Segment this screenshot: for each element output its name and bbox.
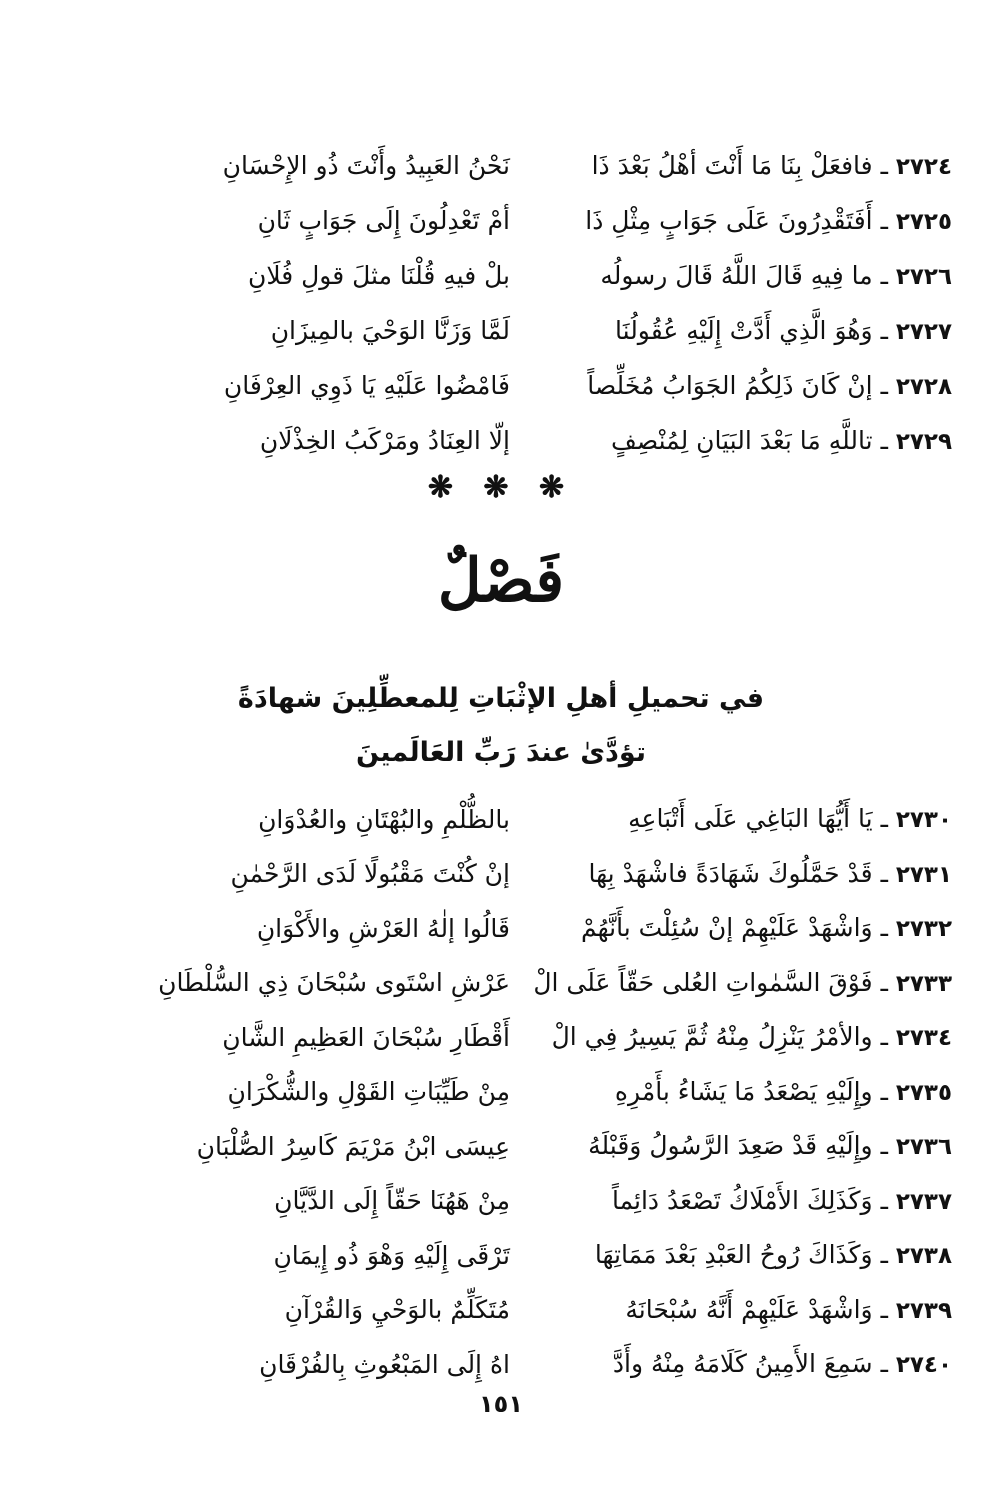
first-hemistich: ٢٧٣٩ ـ وَاشْهَدْ عَلَيْهِمْ أَنَّهُ سُبْحَانَهُ: [625, 1294, 952, 1324]
verse: [70, 1228, 952, 1283]
second-hemistich: مِنْ طَيِّبَاتِ القَوْلِ والشُّكْرَانِ: [227, 1077, 510, 1107]
second-hemistich: بلْ فيهِ قُلْنَا مثلَ قولِ فُلَانِ: [247, 261, 510, 290]
second-hemistich: عِيسَى ابْنُ مَرْيَمَ كَاسِرُ الصُّلْبَانِ: [196, 1131, 510, 1161]
first-hemistich-text: وَاشْهَدْ عَلَيْهِمْ أَنَّهُ سُبْحَانَهُ: [625, 1294, 873, 1324]
second-hemistich: اهُ إِلَى المَبْعُوثِ بِالفُرْقَانِ: [259, 1349, 510, 1379]
second-hemistich: نَحْنُ العَبِيدُ وأَنْتَ ذُو الإِحْسَانِ: [222, 151, 510, 180]
verse: [70, 1065, 952, 1120]
first-hemistich: ٢٧٣٦ ـ وإِلَيْهِ قَدْ صَعِدَ الرَّسُولُ وَقَبْلَهُ: [588, 1131, 952, 1161]
verse: [70, 138, 952, 193]
second-hemistich: مُتَكَلِّمٌ بالوَحْيِ وَالقُرْآنِ: [284, 1295, 510, 1325]
verse-number: ٢٧٣٦: [895, 1134, 952, 1161]
verse-number: ٢٧٣٧: [895, 1188, 952, 1215]
first-hemistich-text: قَدْ حَمَّلُوكَ شَهَادَةً فاشْهَدْ بِهَا: [588, 858, 873, 888]
first-hemistich: ٢٧٢٨ ـ إنْ كَانَ ذَلِكُمُ الجَوَابُ مُخَلِّصاً: [587, 370, 952, 400]
first-hemistich-text: أَفَتَقْدِرُونَ عَلَى جَوَابٍ مِثْلِ ذَا: [585, 205, 873, 235]
heading-line-2: تؤدَّىٰ عندَ رَبِّ العَالَمينَ: [356, 737, 646, 768]
verse: [70, 358, 952, 413]
first-hemistich: ٢٧٤٠ ـ سَمِعَ الأَمِينُ كَلَامَهُ مِنْهُ وأَدَّ: [612, 1349, 952, 1379]
first-hemistich-text: يَا أَيُّهَا البَاغِي عَلَى أَتْبَاعِهِ: [628, 804, 873, 834]
section-separator: ❋ ❋ ❋: [427, 470, 575, 505]
verse: [70, 1010, 952, 1065]
first-hemistich-text: فَوْقَ السَّمٰواتِ العُلى حَقّاً عَلَى الْ: [533, 967, 873, 997]
verse-number: ٢٧٢٤: [895, 153, 952, 180]
verse-number: ٢٧٣٨: [895, 1243, 952, 1270]
verse-number: ٢٧٣٤: [895, 1025, 952, 1052]
first-hemistich: ٢٧٣٤ ـ والأمْرُ يَنْزِلُ مِنْهُ ثُمَّ يَسِيرُ فِي الْ: [551, 1022, 952, 1052]
first-hemistich: ٢٧٢٧ ـ وَهُوَ الَّذِي أَدَّتْ إِلَيْهِ عُقُولُنَا: [615, 315, 952, 345]
verse-number: ٢٧٣٩: [895, 1297, 952, 1324]
first-hemistich-text: سَمِعَ الأَمِينُ كَلَامَهُ مِنْهُ وأَدَّ: [612, 1349, 873, 1379]
first-hemistich-text: وإِلَيْهِ يَصْعَدُ مَا يَشَاءُ بأَمْرِهِ: [614, 1076, 873, 1106]
page-number: ١٥١: [479, 1390, 523, 1418]
first-hemistich: ٢٧٣٢ ـ وَاشْهَدْ عَلَيْهِمْ إنْ سُئِلْتَ بأَنَّهُمْ: [581, 913, 952, 943]
verse-number: ٢٧٤٠: [895, 1352, 952, 1379]
verse-block-top: [70, 138, 952, 468]
first-hemistich-text: ما فِيهِ قَالَ اللَّهُ قَالَ رسولُه: [600, 260, 873, 290]
second-hemistich: عَرْشِ اسْتَوى سُبْحَانَ ذِي السُّلْطَانِ: [158, 968, 510, 998]
second-hemistich: تَرْقَى إِلَيْهِ وَهْوَ ذُو إِيمَانِ: [273, 1240, 510, 1270]
first-hemistich-text: فافعَلْ بِنَا مَا أَنْتَ أهْلُ بَعْدَ ذَا: [591, 150, 873, 180]
verse: [70, 956, 952, 1011]
verse-number: ٢٧٢٦: [895, 263, 952, 290]
verse: [70, 193, 952, 248]
first-hemistich: ٢٧٣٥ ـ وإِلَيْهِ يَصْعَدُ مَا يَشَاءُ بأَمْرِهِ: [614, 1076, 952, 1106]
first-hemistich: ٢٧٢٩ ـ تاللَّهِ مَا بَعْدَ البَيَانِ لِمُنْصِفٍ: [611, 425, 952, 455]
verse: [70, 1119, 952, 1174]
first-hemistich: ٢٧٣٠ ـ يَا أَيُّهَا البَاغِي عَلَى أَتْبَاعِهِ: [628, 804, 952, 834]
section-heading: [0, 672, 1002, 780]
verse-number: ٢٧٣٠: [895, 807, 952, 834]
first-hemistich: ٢٧٢٤ ـ فافعَلْ بِنَا مَا أَنْتَ أهْلُ بَعْدَ ذَا: [591, 150, 952, 180]
section-title: فَصْلٌ: [437, 546, 565, 616]
first-hemistich: ٢٧٣٨ ـ وَكَذَاكَ رُوحُ العَبْدِ بَعْدَ مَمَاتِهَا: [594, 1240, 952, 1270]
verse-block-bottom: [70, 792, 952, 1392]
first-hemistich-text: إنْ كَانَ ذَلِكُمُ الجَوَابُ مُخَلِّصاً: [587, 370, 873, 400]
first-hemistich-text: وَكَذَاكَ رُوحُ العَبْدِ بَعْدَ مَمَاتِهَا: [594, 1240, 873, 1270]
second-hemistich: أَقْطَارِ سُبْحَانَ العَظِيمِ الشَّانِ: [222, 1022, 510, 1052]
second-hemistich: بالظُّلْمِ والبُهْتَانِ والعُدْوَانِ: [258, 804, 510, 834]
verse: [70, 1174, 952, 1229]
first-hemistich: ٢٧٣٧ ـ وَكَذَلِكَ الأَمْلَاكُ تَصْعَدُ دَائِماً: [611, 1185, 952, 1215]
first-hemistich-text: تاللَّهِ مَا بَعْدَ البَيَانِ لِمُنْصِفٍ: [611, 425, 873, 455]
second-hemistich: مِنْ هَهُنَا حَقّاً إِلَى الدَّيَّانِ: [274, 1186, 510, 1216]
first-hemistich: ٢٧٣١ ـ قَدْ حَمَّلُوكَ شَهَادَةً فاشْهَدْ بِهَا: [588, 858, 952, 888]
second-hemistich: أمْ تَعْدِلُونَ إِلَى جَوَابٍ ثَانِ: [257, 206, 510, 235]
verse: [70, 1283, 952, 1338]
verse: [70, 847, 952, 902]
verse-number: ٢٧٣٥: [895, 1079, 952, 1106]
verse: [70, 1337, 952, 1392]
verse-number: ٢٧٣٢: [895, 916, 952, 943]
verse: [70, 248, 952, 303]
first-hemistich-text: والأمْرُ يَنْزِلُ مِنْهُ ثُمَّ يَسِيرُ فِي الْ: [551, 1022, 873, 1052]
first-hemistich: ٢٧٢٥ ـ أَفَتَقْدِرُونَ عَلَى جَوَابٍ مِثْلِ ذَا: [585, 205, 952, 235]
verse-number: ٢٧٣١: [895, 861, 952, 888]
verse: [70, 901, 952, 956]
second-hemistich: إنْ كُنْتَ مَقْبُولًا لَدَى الرَّحْمٰنِ: [230, 859, 510, 889]
first-hemistich-text: وَاشْهَدْ عَلَيْهِمْ إنْ سُئِلْتَ بأَنَّهُمْ: [581, 913, 873, 943]
first-hemistich: ٢٧٢٦ ـ ما فِيهِ قَالَ اللَّهُ قَالَ رسولُه: [600, 260, 952, 290]
second-hemistich: قَالُوا إلٰهُ العَرْشِ والأَكْوَانِ: [256, 913, 510, 943]
first-hemistich: ٢٧٣٣ ـ فَوْقَ السَّمٰواتِ العُلى حَقّاً عَلَى الْ: [533, 967, 952, 997]
first-hemistich-text: وَكَذَلِكَ الأَمْلَاكُ تَصْعَدُ دَائِماً: [611, 1185, 873, 1215]
second-hemistich: إلّا العِنَادُ ومَرْكَبُ الخِذْلَانِ: [259, 426, 510, 455]
heading-line-1: في تحميلِ أهلِ الإثْبَاتِ لِلمعطِّلِينَ شهادَةً: [237, 683, 765, 714]
verse-number: ٢٧٢٧: [895, 318, 952, 345]
verse: [70, 303, 952, 358]
verse-number: ٢٧٣٣: [895, 970, 952, 997]
second-hemistich: لَمَّا وَزَنَّا الوَحْيَ بالمِيزَانِ: [270, 316, 510, 345]
second-hemistich: فَامْضُوا عَلَيْهِ يَا ذَوِي العِرْفَانِ: [223, 371, 510, 400]
verse: [70, 413, 952, 468]
first-hemistich-text: وَهُوَ الَّذِي أَدَّتْ إِلَيْهِ عُقُولُنَا: [615, 315, 873, 345]
verse-number: ٢٧٢٩: [895, 428, 952, 455]
verse: [70, 792, 952, 847]
verse-number: ٢٧٢٨: [895, 373, 952, 400]
verse-number: ٢٧٢٥: [895, 208, 952, 235]
first-hemistich-text: وإِلَيْهِ قَدْ صَعِدَ الرَّسُولُ وَقَبْلَهُ: [588, 1131, 873, 1161]
